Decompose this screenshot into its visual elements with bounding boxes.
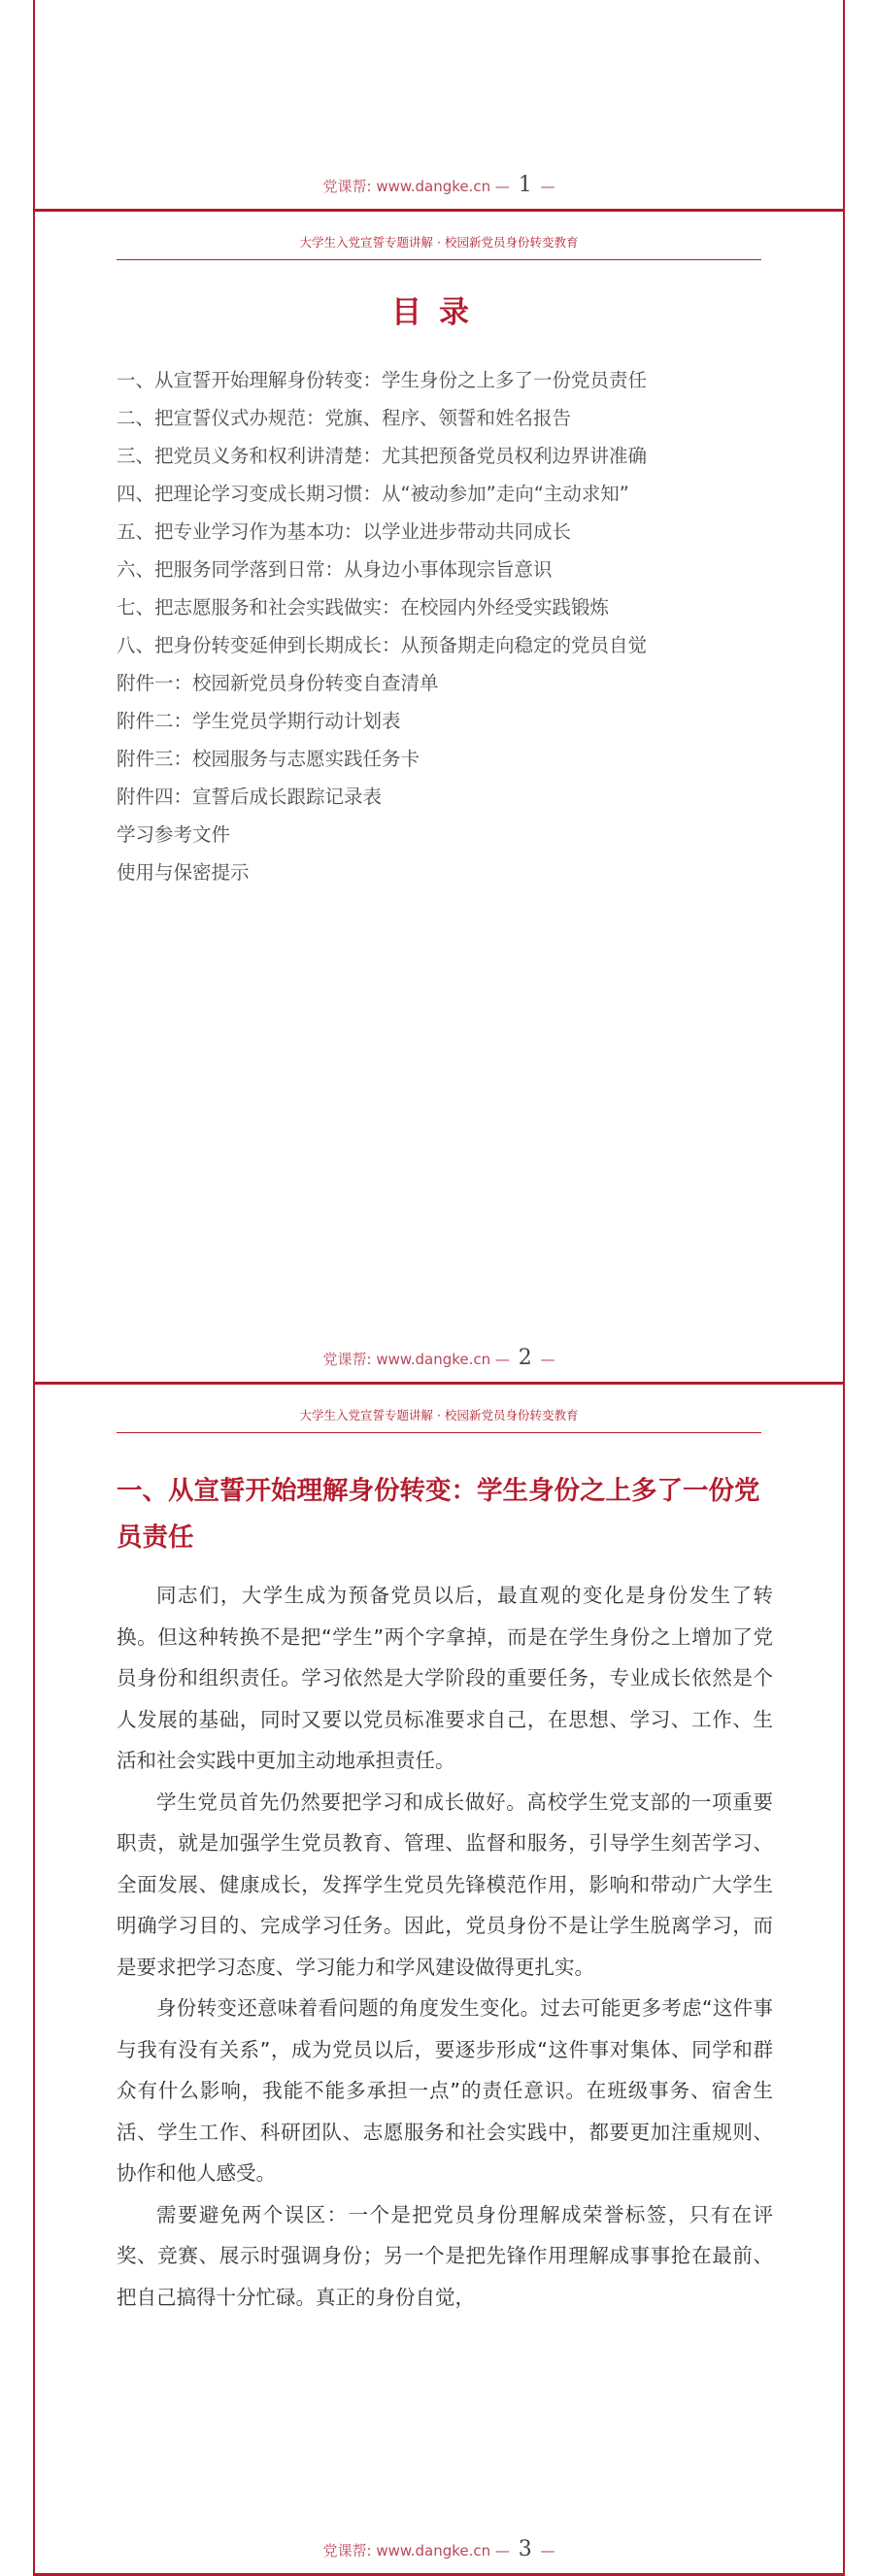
toc-item[interactable]: 八、把身份转变延伸到长期成长：从预备期走向稳定的党员自觉 bbox=[117, 634, 648, 656]
section-title: 一、从宣誓开始理解身份转变：学生身份之上多了一份党员责任 bbox=[117, 1476, 760, 1553]
toc-item[interactable]: 附件三：校园服务与志愿实践任务卡 bbox=[117, 748, 420, 770]
toc-item[interactable]: 六、把服务同学落到日常：从身边小事体现宗旨意识 bbox=[117, 558, 553, 581]
body-paragraph: 需要避免两个误区：一个是把党员身份理解成荣誉标签，只有在评奖、竞赛、展示时强调身份；另一个是把先锋作用理解成事事抢在最前、把自己搞得十分忙碌。真正的身份自觉， bbox=[117, 2202, 773, 2309]
page-header: 大学生入党宣誓专题讲解 · 校园新党员身份转变教育 bbox=[117, 1406, 761, 1433]
body-paragraph: 学生党员首先仍然要把学习和成长做好。高校学生党支部的一项重要职责，就是加强学生党员教育、管理、监督和服务，引导学生刻苦学习、全面发展、健康成长，发挥学生党员先锋模范作用，影响和带动广大学生明确学习目的、完成学习任务。因此，党员身份不是让学生脱离学习，而是要求把学习态度、学习能力和学风建设做得更扎实。 bbox=[117, 1790, 773, 1979]
footer-dash: — bbox=[540, 178, 555, 195]
page-header: 大学生入党宣誓专题讲解 · 校园新党员身份转变教育 bbox=[117, 233, 761, 260]
toc-item[interactable]: 七、把志愿服务和社会实践做实：在校园内外经受实践锻炼 bbox=[117, 596, 610, 619]
page-footer bbox=[35, 173, 843, 197]
page-1 bbox=[33, 0, 845, 212]
toc-item[interactable]: 学习参考文件 bbox=[117, 823, 231, 846]
toc-item[interactable]: 附件二：学生党员学期行动计划表 bbox=[117, 710, 401, 732]
toc-item[interactable]: 四、把理论学习变成长期习惯：从“被动参加”走向“主动求知” bbox=[117, 483, 629, 505]
toc-title: 目录 bbox=[391, 295, 487, 330]
toc-item[interactable]: 二、把宣誓仪式办规范：党旗、程序、领誓和姓名报告 bbox=[117, 407, 572, 429]
footer-site: 党课帮: www.dangke.cn — bbox=[322, 1351, 510, 1368]
page-number: 3 bbox=[518, 2537, 532, 2561]
footer-dash: — bbox=[540, 1351, 555, 1368]
page-number: 2 bbox=[518, 1346, 532, 1370]
toc-list bbox=[117, 361, 785, 891]
page-3 bbox=[33, 1385, 845, 2576]
page-2 bbox=[33, 212, 845, 1385]
page-footer bbox=[35, 2537, 843, 2561]
footer-site: 党课帮: www.dangke.cn — bbox=[322, 2542, 510, 2559]
toc-item[interactable]: 五、把专业学习作为基本功：以学业进步带动共同成长 bbox=[117, 520, 572, 543]
toc-item[interactable]: 附件四：宣誓后成长跟踪记录表 bbox=[117, 786, 383, 808]
body-paragraph: 身份转变还意味着看问题的角度发生变化。过去可能更多考虑“这件事与我有没有关系”，成为党员以后，要逐步形成“这件事对集体、同学和群众有什么影响，我能不能多承担一点”的责任意识。在班级事务、宿舍生活、学生工作、科研团队、志愿服务和社会实践中，都要更加注重规则、协作和他人感受。 bbox=[117, 1996, 773, 2185]
footer-site: 党课帮: www.dangke.cn — bbox=[322, 178, 510, 195]
toc-item[interactable]: 附件一：校园新党员身份转变自查清单 bbox=[117, 672, 439, 694]
section-body bbox=[117, 1575, 773, 2318]
page-footer bbox=[35, 1346, 843, 1370]
body-paragraph: 同志们，大学生成为预备党员以后，最直观的变化是身份发生了转换。但这种转换不是把“学生”两个字拿掉，而是在学生身份之上增加了党员身份和组织责任。学习依然是大学阶段的重要任务，专业成长依然是个人发展的基础，同时又要以党员标准要求自己，在思想、学习、工作、生活和社会实践中更加主动地承担责任。 bbox=[117, 1584, 773, 1772]
footer-dash: — bbox=[540, 2542, 555, 2559]
toc-item[interactable]: 使用与保密提示 bbox=[117, 861, 250, 884]
toc-item[interactable]: 一、从宣誓开始理解身份转变：学生身份之上多了一份党员责任 bbox=[117, 369, 648, 391]
page-number: 1 bbox=[518, 173, 532, 197]
toc-item[interactable]: 三、把党员义务和权利讲清楚：尤其把预备党员权利边界讲准确 bbox=[117, 445, 648, 467]
